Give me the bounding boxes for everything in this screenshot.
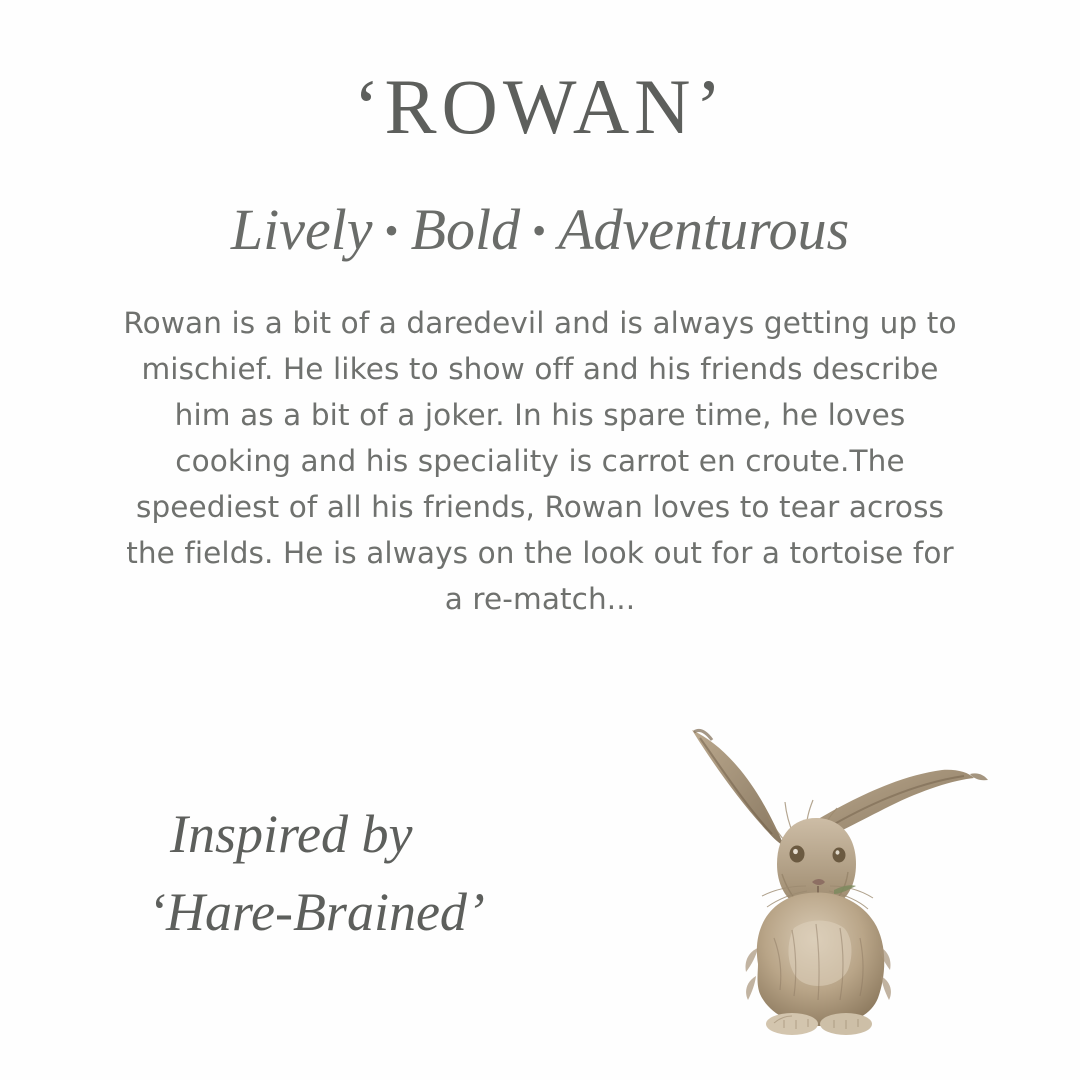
hare-left-ear (692, 730, 784, 846)
trait-3: Adventurous (558, 197, 850, 262)
trait-separator-2: • (532, 208, 547, 254)
hare-body (746, 892, 891, 1026)
page-title: ‘ROWAN’ (353, 63, 727, 150)
character-description: Rowan is a bit of a daredevil and is always getting up to mischief. He likes to show off and his friends describe him as a bit of a joker. In his spare time, he loves cooking and his speciality is carrot en croute.The speediest of all his friends, Rowan loves to tear across the fields. He is always on the look out for a tortoise for a re-match... (123, 306, 957, 616)
traits-line (0, 196, 1080, 263)
hare-illustration (634, 714, 1034, 1044)
inspired-by-block (148, 795, 485, 951)
inspired-by-value: ‘Hare-Brained’ (148, 882, 485, 942)
trait-2: Bold (410, 197, 521, 262)
trait-1: Lively (230, 197, 373, 262)
inspired-by-label: Inspired by (170, 804, 413, 864)
trait-separator-1: • (384, 208, 399, 254)
